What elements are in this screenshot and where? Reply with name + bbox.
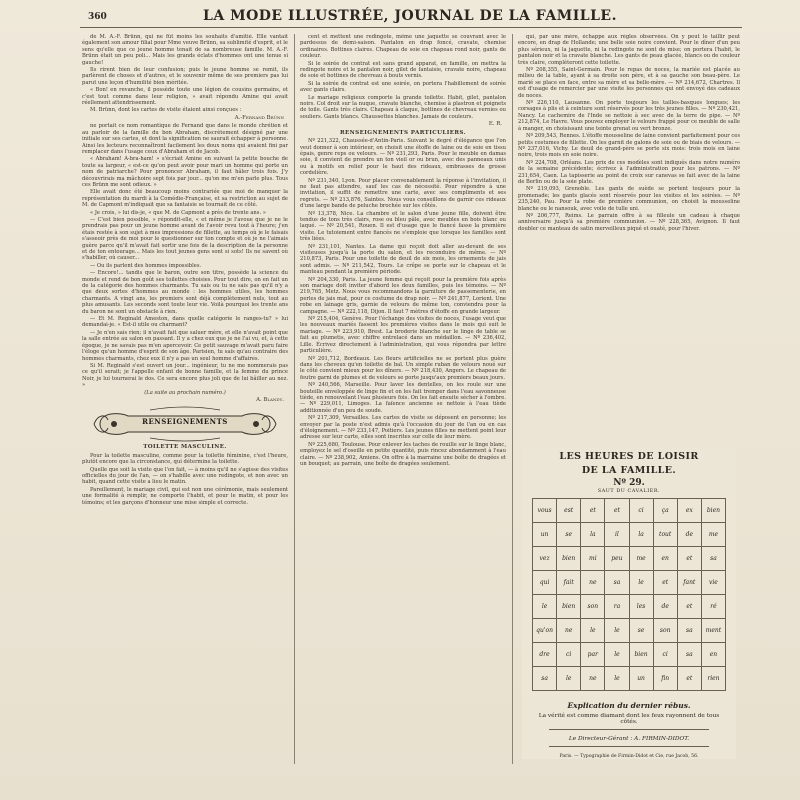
grid-cell: le: [605, 643, 629, 667]
grid-cell: me: [701, 523, 725, 547]
story-paragraph: ne portait ce nom romantique de Fernand que dans le monde chrétien et au parloir de la famille du bon Abraham, discrètement désigné par une initiale sur ses cartes, et dont la signification ne saurait échapper à personne. Ainsi les lecteurs reconnaîtront facilement les doux noms qui avaient fini par remplacer dans l'usage ceux d'Abraham et de Jacob.: [82, 123, 288, 155]
column-paragraph: Nº 240,566, Marseille. Pour laver les dentelles, on les roule sur une bouteille enveloppée de linge fin et on les fait tremper dans l'eau savonneuse tiède, en renouvelant l'eau plusieurs fois. On les fait ensuite sécher à l'ombre. — Nº 229,011, Limoges. La faïence ancienne se nettoie à l'eau tiède additionnée d'un peu de soude.: [300, 382, 506, 414]
grid-cell: de: [653, 595, 677, 619]
grid-cell: un: [629, 667, 653, 691]
puzzle-caption: SAUT DU CAVALIER.: [597, 489, 661, 494]
printer-imprint: Paris. — Typographie de Firmin-Didot et Cie, rue Jacob, 56.: [559, 754, 699, 759]
grid-cell: vez: [533, 547, 557, 571]
grid-row: [533, 619, 726, 643]
section-subtitle: TOILETTE MASCULINE.: [143, 444, 227, 451]
grid-cell: ci: [629, 499, 653, 523]
grid-cell: qui: [533, 571, 557, 595]
grid-cell: en: [701, 643, 725, 667]
story-paragraph: « Bon! en revanche, il possède toute une légion de cousins germains, et c'est tout comme dans leur religion, » avait répondu Amine qui avait réellement attendrissement.: [82, 87, 288, 107]
journal-title: LA MODE ILLUSTRÉE, JOURNAL DE LA FAMILLE.: [203, 8, 617, 24]
column-paragraph: Nº 13,378, Nice. La chambre et le salon d'une jeune fille, doivent être tendus de tons très clairs, rose ou bleu pâle, avec meubles en bois blanc ou laqué. — Nº 20,541, Rouen. Il est d'usage que le fiancé fasse la première visite. Le tutoiement entre fiancés ne s'emploie que lorsque les familles sont très liées.: [300, 210, 506, 243]
grid-cell: et: [677, 595, 701, 619]
puzzle-title-line2: DE LA FAMILLE.: [581, 465, 677, 476]
grid-cell: il: [605, 523, 629, 547]
grid-cell: le: [557, 667, 581, 691]
grid-row: [533, 523, 726, 547]
renseignements-paragraph: Pareillement, le mariage civil, qui est non une cérémonie, mais seulement une formalité à remplir, ne comporte l'habit, et pour le matin, et pour les témoins; et les garçons d'honneur une mise simple et correcte.: [82, 486, 288, 506]
grid-cell: ra: [605, 595, 629, 619]
page-number: 360: [88, 12, 107, 22]
puzzle-section: [522, 448, 736, 759]
column-paragraph: cent et mettent une redingote, même une jaquette se couvrant avec le pardessus de demi-saison. Pantalon en drap foncé, cravate, chemise ordinaires. Bottines claires. Chapeau de soie en chapeau rond noir, gants de couleur.: [300, 34, 506, 60]
column-paragraph: Nº 201,712, Bordeaux. Les fleurs artificielles ne se portent plus guère dans les cheveux qu'en toilette de bal. Un simple ruban de velours noué sur le côté convient mieux pour les dîners. — Nº 218,430, Angers. Le chapeau de feutre garni de plumes et de velours se porte jusqu'aux premiers beaux jours.: [300, 355, 506, 381]
grid-cell: ré: [701, 595, 725, 619]
column-paragraph: Nº 224,708, Orléans. Les prix de ces modèles sont indiqués dans notre numéro de la semaine précédente; écrivez à l'administration pour les patrons. — Nº 231,654, Caen. La tapisserie au point de croix sur canevas se fait avec de la laine de Berlin ou de la soie plate.: [518, 159, 740, 185]
grid-row: [533, 571, 726, 595]
renseignements-banner-title: RENSEIGNEMENTS: [142, 417, 228, 427]
grid-cell: fin: [653, 667, 677, 691]
grid-cell: ment: [701, 619, 725, 643]
grid-cell: bien: [557, 547, 581, 571]
section-subtitle: RENSEIGNEMENTS PARTICULIERS.: [339, 129, 467, 136]
column-paragraph: Nº 231,101, Nantes. La dame qui reçoit doit aller au-devant de ses visiteuses jusqu'à la porte du salon, et les reconduire de même. — Nº 210,873, Paris. Pour une toilette de deuil de six mois, les ornements de jais sont admis. — Nº 211,542, Tours. Le crêpe se porte sur le chapeau et le manteau pendant la première période.: [300, 243, 506, 276]
grid-cell: rien: [701, 667, 725, 691]
column-left: [82, 34, 288, 764]
grid-cell: sa: [701, 547, 725, 571]
grid-row: [533, 499, 726, 523]
story-paragraph: — Ou ils parlent des hommes impossibles.: [90, 262, 202, 269]
grid-cell: vous: [533, 499, 557, 523]
story-paragraph: M. Brünn, dont les cartes de visite étaient ainsi conçues :: [90, 107, 242, 114]
column-paragraph: Le mariage religieux comporte la grande toilette. Habit, gilet, pantalon noirs. Col droit sur la nuque, cravate blanche, chemise à plastron et poignets de toile. Gants très clairs. Chapeau à claque, bottines de chevreau vernies ou souliers. Gants blancs. Chaussettes blanches. Jamais de couleurs.: [300, 94, 506, 120]
grid-cell: ci: [653, 643, 677, 667]
solution-text: La vérité est comme diamant dont les feux rayonnent de tous côtés.: [538, 713, 720, 725]
grid-cell: se: [557, 523, 581, 547]
grid-cell: peu: [605, 547, 629, 571]
column-paragraph: Nº 231,340, Lyon. Pour placer convenablement la réponse à l'invitation, il ne faut pas attendre, sauf les cas de nécessité. Pour répondre à une invitation, il suffit de remettre une carte, avec ses compliments et ses regrets. — Nº 213,876, Saintes. Nous vous conseillons de garnir ces rideaux d'une large bande de peluche brochée sur les côtés.: [300, 177, 506, 210]
grid-cell: en: [653, 547, 677, 571]
story-paragraph: — C'est bien possible, » répondit-elle, « et même je l'avoue que je ne le prendrais pas pour un jeune homme avant de l'avoir revu tout à l'heure; j'en étais restée à son sujet à mes impressions de fillette, au temps où je le faisais s'asseoir près de moi pour le questionner sur ton compte et où je ne l'aimais guère parce qu'il m'avait fait sortir une fois de la description de la personne et de ton entourage... Mais les tout jeunes gens sont si sots! Ils ne savent où s'habiller, où causer...: [82, 216, 288, 262]
grid-cell: sa: [605, 571, 629, 595]
grid-cell: et: [653, 571, 677, 595]
grid-row: [533, 643, 726, 667]
page-header: [80, 6, 740, 26]
grid-cell: ne: [581, 571, 605, 595]
story-paragraph: — Et M. Reginald Ameston, dans quelle catégorie le ranges-tu? » lui demandai-je. « Est-il utile ou charmant?: [82, 316, 288, 329]
grid-cell: dre: [533, 643, 557, 667]
grid-cell: le: [581, 619, 605, 643]
grid-cell: et: [677, 547, 701, 571]
section-signature: E. R.: [488, 121, 502, 128]
column-paragraph: qui, par une mère, échappe aux règles observées. On y peut le taillir peut encore, en drap de Hollande; une belle soie noire convient. Pour le dîner d'un peu plus sérieux, ni la jaquette, ni la redingote ne sont de mise; on portera l'habit, le pantalon noir et la cravate blanche. Les gants de peau glacée, blancs ou de couleur très claire, complèteront cette toilette.: [518, 34, 740, 66]
story-paragraph: — Encore!... tandis que le baron, outre son titre, possède la science du monde et rend de bon goût ses toilettes choisies. Pour tout dire, on en fait un de la catégorie des hommes charmants. Tu sais ou tu ne sais pas qu'il n'y a que deux sortes d'hommes au monde : les hommes utiles, les hommes charmants. A vingt ans, les premiers sont déjà complètement nuls, tout au plus amusants. Les seconds sont toute leur vie. Voilà pourquoi les trente ans du baron ne sont un obstacle à rien.: [82, 270, 288, 315]
column-paragraph: Nº 219,093, Grenoble. Les gants de suède se portent toujours pour la promenade; les gants glacés sont réservés pour les visites et les soirées. — Nº 235,240, Pau. Pour la robe de première communion, on choisit la mousseline blanche ou le nansouk, avec voile de tulle uni.: [518, 186, 740, 212]
grid-cell: bien: [557, 595, 581, 619]
column-right: [518, 34, 740, 444]
grid-cell: ne: [557, 619, 581, 643]
grid-cell: fait: [557, 571, 581, 595]
renseignements-banner: [82, 406, 288, 442]
grid-cell: le: [533, 595, 557, 619]
column-middle: [300, 34, 506, 764]
grid-cell: sa: [677, 643, 701, 667]
grid-cell: ne: [581, 667, 605, 691]
grid-cell: bien: [629, 643, 653, 667]
grid-cell: la: [629, 523, 653, 547]
grid-cell: tout: [653, 523, 677, 547]
continued-note: (La suite au prochain numéro.): [144, 389, 226, 396]
column-paragraph: Nº 215,404, Genève. Pour l'échange des visites de noces, l'usage veut que les nouveaux mariés fassent les premières visites dans le mois qui suit le mariage. — Nº 223,910, Brest. La broderie blanche sur le linge de table se fait au plumetis, avec chiffre entrelacé dans un médaillon. — Nº 236,402, Lille. Écrivez directement à l'administration, qui vous répondra par lettre particulière.: [300, 316, 506, 355]
grid-cell: sa: [533, 667, 557, 691]
story-author: A. Blandy.: [256, 396, 284, 403]
grid-cell: mi: [581, 547, 605, 571]
grid-cell: le: [605, 619, 629, 643]
grid-cell: les: [629, 595, 653, 619]
column-paragraph: Nº 226,110, Lausanne. On porte toujours les tailles-basques longues; les corsages à plis et à ceinture sont réservés pour les très jeunes filles. — Nº 230,421, Nancy. Le cachemire de l'Inde se nettoie à sec avec de la terre de pipe. — Nº 212,874, Le Havre. Vous pouvez employer le velours frappé pour ce meuble de salle à manger, en choisissant une teinte grenat ou vert bronze.: [518, 100, 740, 132]
column-paragraph: Si la soirée de contrat est une soirée, on portera l'habillement de soirée avec gants clairs.: [300, 80, 506, 94]
grid-cell: sa: [677, 619, 701, 643]
column-paragraph: Nº 209,543, Rennes. L'étoffe mousseline de laine convient parfaitement pour ces petits costumes de fillette. On les garnit de galons de soie ou de biais de velours. — Nº 237,016, Vichy. Le deuil de grand-père se porte six mois: trois mois en laine noire, trois mois en soie noire.: [518, 133, 740, 159]
grid-cell: ça: [653, 499, 677, 523]
grid-cell: le: [629, 571, 653, 595]
column-paragraph: Nº 217,309, Versailles. Les cartes de visite se déposent en personne; les envoyer par la poste n'est admis qu'à l'occasion du jour de l'an ou en cas d'éloignement. — Nº 233,147, Poitiers. Les jeunes filles ne mettent point leur adresse sur leur carte, elles sont inscrites sur celle de leur mère.: [300, 415, 506, 441]
story-paragraph: Elle avait donc été beaucoup moins contrariée que moi de manquer la représentation du mardi à la Comédie-Française, et sa restriction au sujet de M. de Capmont m'indiquait que sa fantaisie se tournait de ce côté.: [82, 189, 288, 209]
column-paragraph: Nº 206,777, Reims. Le parrain offre à sa filleule un cadeau à chaque anniversaire jusqu'à sa première communion. — Nº 228,365, Avignon. Il faut doubler ce manteau de satin merveilleux piqué et ouaté, pour l'hiver.: [518, 212, 740, 232]
header-rule: [80, 27, 742, 28]
story-paragraph: Ils rirent bien de leur confusion; puis le jeune homme se remit, ils parlèrent de choses et d'autres, et le souvenir même de ses premiers pas lui parut une leçon d'humilité bien méritée.: [82, 67, 288, 86]
grid-cell: fant: [677, 571, 701, 595]
grid-cell: et: [677, 667, 701, 691]
divider: [549, 746, 709, 747]
grid-cell: un: [533, 523, 557, 547]
knight-tour-grid: [532, 498, 726, 691]
grid-cell: et: [605, 499, 629, 523]
grid-cell: bien: [701, 499, 725, 523]
grid-row: [533, 667, 726, 691]
renseignements-paragraph: Quelle que soit la visite que l'on fait, — à moins qu'il ne s'agisse des visites officielles du jour de l'an, — on s'habille avec une redingote, et non avec un habit, quand cette visite a lieu le matin.: [82, 466, 288, 486]
director-credit: Le Directeur-Gérant : A. FIRMIN-DIDOT.: [568, 736, 690, 742]
puzzle-title-line1: LES HEURES DE LOISIR: [559, 451, 699, 462]
grid-cell: le: [605, 667, 629, 691]
grid-cell: ex: [677, 499, 701, 523]
grid-cell: la: [581, 523, 605, 547]
grid-row: [533, 547, 726, 571]
visiting-card-name: A.-Fernand Brünn: [234, 114, 284, 121]
story-paragraph: de M. A.-F. Brünn, qui ne fût moins les souhaits d'amitié. Elle vantait également son amour filial pour Mme veuve Brünn, sa sublimité d'esprit, et le sens qu'elle que ce jeune homme tenait de sa nombreuse famille. M. A.-F. Brünn était un peu poli... Mais les grands éclats d'hommes ont une tenue si gauche!: [82, 34, 288, 66]
story-paragraph: Si M. Reginald s'est ouvert un jour... ingénieur, tu ne me nommerais pas ce qu'il serait; je l'appelle enfant de bonne famille, et la femme du prince Noir, je lui tournerai le dos. Ce sera encore plus joli que de lui bâiller au nez. »: [82, 362, 288, 389]
grid-cell: son: [581, 595, 605, 619]
column-paragraph: Nº 208,355, Saint-Germain. Pour le repas de noces, la mariée est placée au milieu de la table, ayant à sa droite son père, et à sa gauche son beau-père. Le marié se place en face, entre sa mère et sa belle-mère. — Nº 214,672, Chartres. Il est d'usage de remercier par une visite les personnes qui ont envoyé des cadeaux de noces.: [518, 67, 740, 99]
grid-cell: vie: [701, 571, 725, 595]
grid-cell: me: [629, 547, 653, 571]
column-divider: [512, 34, 513, 764]
column-paragraph: Si le soirée de contrat est sans grand apparat, en famille, on mettra la redingote noire et le pantalon noir, gilet de fantaisie, cravate noire, chapeau de soie et bottines de chevreau à bouts vernis.: [300, 60, 506, 80]
puzzle-number: Nº 29.: [613, 478, 645, 488]
column-paragraph: Nº 221,322, Chaussée-d'Antin-Paris. Suivant le degré d'élégance que l'on veut donner à son intérieur, on choisit une étoffe de laine ou de soie en tissu épais, genre reps ou velours. — Nº 231,293, Paris. Pour le meuble en damas soie, il convient de prendre un ton vieil or ou brun, avec des panneaux unis ou à motifs en relief pour le haut des rideaux, embrasses de grosse cordelière.: [300, 138, 506, 177]
column-paragraph: Nº 204,330, Paris. La jeune femme qui reçoit pour la première fois après son mariage doit inviter d'abord les deux familles, puis les témoins. — Nº 219,765, Metz. Nous vous recommandons la garniture de passementerie, en perles de jais mat, pour ce costume de drap noir. — Nº 241,877, Lorient. Une robe en lainage gris, garnie de velours de même ton, conviendra pour la campagne. — Nº 222,118, Dijon. Il faut 7 mètres d'étoffe en grande largeur.: [300, 276, 506, 315]
grid-cell: qu'on: [533, 619, 557, 643]
grid-cell: et: [581, 499, 605, 523]
column-paragraph: Nº 225,680, Toulouse. Pour enlever les taches de rouille sur le linge blanc, employez le sel d'oseille en petite quantité, puis rincez abondamment à l'eau claire. — Nº 238,902, Amiens. On offre à la marraine une boîte de dragées et un bouquet; au parrain, une boîte de dragées seulement.: [300, 441, 506, 467]
grid-row: [533, 595, 726, 619]
grid-cell: ci: [557, 643, 581, 667]
grid-cell: par: [581, 643, 605, 667]
divider: [549, 729, 709, 730]
story-paragraph: « Je crois, » lui dis-je, « que M. de Capmont a près de trente ans. »: [90, 209, 266, 216]
grid-cell: se: [629, 619, 653, 643]
story-paragraph: — Je n'en sais rien; il n'avait fait que saluer mère, et elle n'avait point que la salle entrée au salon en passant. Il y a chez eux que je ne l'ai vu, et, à cette époque, je ne savais pas m'en apercevoir. Ce petit sauvage m'avait paru faire l'éloge qu'un homme d'esprit de son âge. Parisien, tu sais qu'au contraire des hommes charmants, chez eux il n'y a pas un seul homme d'affaires.: [82, 329, 288, 362]
grid-cell: de: [677, 523, 701, 547]
story-paragraph: « Abraham! A-bra-ham! » s'écriait Amine en suivant la petite bouche de toute sa largeur, « est-ce qu'on peut avoir pour mari un homme qui porte un nom de patriarche? Pour prononcer Abraham, il faut hâler trois fois. J'y découvrirais ma mâchoire sept fois par jour... qu'on me m'en parle plus. Tous ces Brünn me sont odieux. »: [82, 156, 288, 188]
grid-cell: est: [557, 499, 581, 523]
renseignements-paragraph: Pour la toilette masculine, comme pour la toilette féminine, c'est l'heure, plutôt encore que la circonstance, qui détermine la toilette.: [82, 452, 288, 466]
column-divider: [294, 34, 295, 764]
solution-title: Explication du dernier rébus.: [567, 701, 691, 710]
grid-cell: son: [653, 619, 677, 643]
